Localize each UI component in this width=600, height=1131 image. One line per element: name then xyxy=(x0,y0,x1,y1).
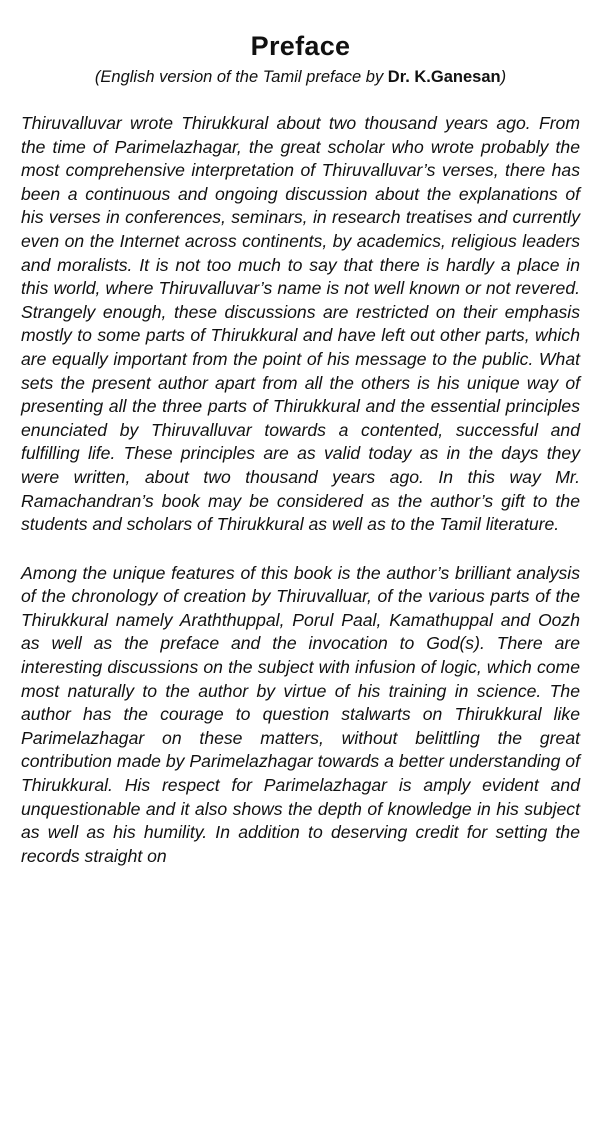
paragraph-2: Among the unique features of this book is the author’s brilliant analysis of the chronology of creation by Thiruvalluar, of the various parts of the Thirukkural namely Araththuppal, Porul Paal, Kamathuppal and Oozh as well as the preface and the invocation to God(s). There are interesting discussions on the subject with infusion of logic, which come most naturally to the author by virtue of his training in science. The author has the courage to question stalwarts on Thirukkural like Parimelazhagar on these matters, without belittling the great contribution made by Parimelazhagar towards a better understanding of Thirukkural. His respect for Parimelazhagar is amply evident and unquestionable and it also shows the depth of knowledge in his subject as well as his humility. In addition to deserving credit for setting the records straight on xyxy=(21,562,580,866)
subtitle-suffix: ) xyxy=(500,68,507,86)
paragraph-1: Thiruvalluvar wrote Thirukkural about two thousand years ago. From the time of Parimelazhagar, the great scholar who wrote probably the most comprehensive interpretation of Thiruvalluvar’s verses, there has been a continuous and ongoing discussion about the explanations of his verses in conferences, seminars, in research treatises and currently even on the Internet across continents, by academics, religious leaders and moralists. It is not too much to say that there is hardly a place in this world, where Thiruvalluvar’s name is not well known or not revered. Strangely enough, these discussions are restricted on their emphasis mostly to some parts of Thirukkural and have left out other parts, which are equally important from the point of his message to the public. What sets the present author apart from all the others is his unique way of presenting all the three parts of Thirukkural and the essential principles enunciated by Thiruvalluvar towards a contented, successful and fulfilling life. These principles are as valid today as in the days they were written, about two thousand years ago. In this way Mr. Ramachandran’s book may be considered as the author’s gift to the students and scholars of Thirukkural as well as to the Tamil literature. xyxy=(21,113,580,535)
page-title: Preface xyxy=(250,31,351,61)
subtitle xyxy=(21,66,580,88)
subtitle-author: Dr. K.Ganesan xyxy=(387,68,501,86)
subtitle-prefix: (English version of the Tamil preface by xyxy=(94,68,388,86)
